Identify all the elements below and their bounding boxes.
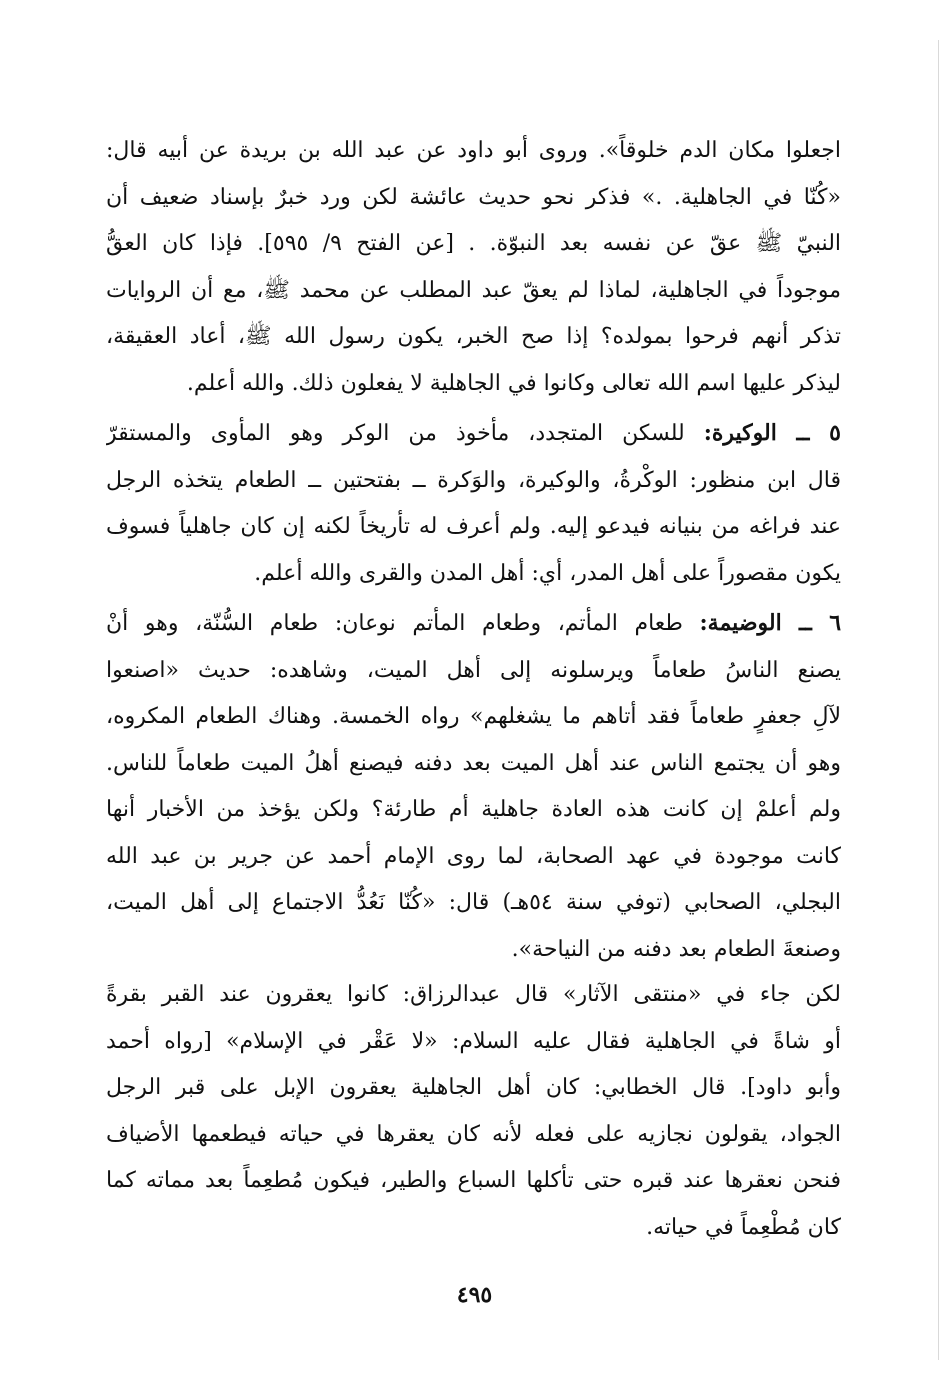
text-line: كانت موجودة في عهد الصحابة، لما روى الإمام أحمد عن جرير بن عبد الله [106, 843, 841, 869]
text-line: وصنعةَ الطعام بعد دفنه من النياحة». [511, 936, 841, 962]
text-line [106, 410, 841, 458]
text-line: البجلي، الصحابي (توفي سنة ٥٤هـ) قال: «كُنّا نَعُدُّ الاجتماع إلى أهل الميت، [106, 890, 841, 915]
page-edge-line [938, 40, 939, 1360]
text-line: قال ابن منظور: الوكْرةُ، والوكيرة، والوَكرة ــ بفتحتين ــ الطعام يتخذه الرجل [106, 467, 841, 493]
text-line: ليذكر عليها اسم الله تعالى وكانوا في الجاهلية لا يفعلون ذلك. والله أعلم. [186, 370, 841, 396]
text-line: يكون مقصوراً على أهل المدر، أي: أهل المدن والقرى والله أعلم. [254, 560, 841, 586]
section-heading: ٦ ــ الوضيمة: [699, 610, 841, 636]
text-line: فنحن نعقرها عند قبره حتى تأكلها السباع والطير، فيكون مُطعِماً بعد مماته كما [106, 1168, 841, 1193]
text-line: موجوداً في الجاهلية، لماذا لم يعقّ عبد المطلب عن محمد ﷺ، مع أن الروايات [106, 277, 841, 303]
text-run: طعام المأتم، وطعام المأتم نوعان: طعام السُّنّة، وهو أنْ [106, 611, 700, 636]
paragraph-wadima [106, 600, 841, 973]
text-line: «كُنّا في الجاهلية. .» فذكر نحو حديث عائشة لكن ورد خبرٌ بإسناد ضعيف أن [106, 184, 841, 210]
text-run: للسكن المتجدد، مأخوذ من الوكر وهو المأوى والمستقرّ [106, 421, 704, 446]
text-line: وهو أن يجتمع الناس عند أهل الميت بعد دفنه فيصنع أهلُ الميت طعاماً للناس. [106, 750, 841, 776]
text-line: اجعلوا مكان الدم خلوقاً». وروى أبو داود عن عبد الله بن بريدة عن أبيه قال: [106, 138, 841, 163]
section-heading: ٥ ــ الوكيرة: [703, 420, 841, 446]
paragraph-wakira [106, 410, 841, 597]
text-line: أو شاةً في الجاهلية فقال عليه السلام: «لا عَقْر في الإسلام» [رواه أحمد [106, 1028, 841, 1054]
text-line: يصنع الناسُ طعاماً ويرسلونه إلى أهل الميت، وشاهده: حديث «اصنعوا [106, 657, 841, 683]
text-line: عند فراغه من بنيانه فيدعو إليه. ولم أعرف له تأريخاً لكنه إن كان جاهلياً فسوف [106, 514, 841, 539]
paragraph-aqr [106, 972, 841, 1251]
page-number: ٤٩٥ [456, 1282, 493, 1308]
text-line: ولم أعلمْ إن كانت هذه العادة جاهلية أم طارئة؟ ولكن يؤخذ من الأخبار أنها [106, 797, 841, 822]
paragraph-aqiqah [106, 128, 841, 407]
text-line [106, 600, 841, 648]
text-line: كان مُطْعِماً في حياته. [646, 1214, 841, 1240]
text-line: النبيّ ﷺ عقّ عن نفسه بعد النبوّة. . [عن الفتح ٩/ ٥٩٥]. فإذا كان العقُّ [106, 231, 841, 256]
text-line: لآلِ جعفرٍ طعاماً فقد أتاهم ما يشغلهم» رواه الخمسة. وهناك الطعام المكروه، [106, 704, 841, 729]
text-line: تذكر أنهم فرحوا بمولده؟ إذا صح الخبر، يكون رسول الله ﷺ، أعاد العقيقة، [106, 324, 841, 349]
text-line: الجواد، يقولون نجازيه على فعله لأنه كان يعقرها في حياته فيطعمها الأضياف [106, 1121, 841, 1147]
text-line: لكن جاء في «منتقى الآثار» قال عبدالرزاق: كانوا يعقرون عند القبر بقرةً [106, 982, 841, 1007]
text-line: وأبو داود]. قال الخطابي: كان أهل الجاهلية يعقرون الإبل على قبر الرجل [106, 1075, 841, 1100]
